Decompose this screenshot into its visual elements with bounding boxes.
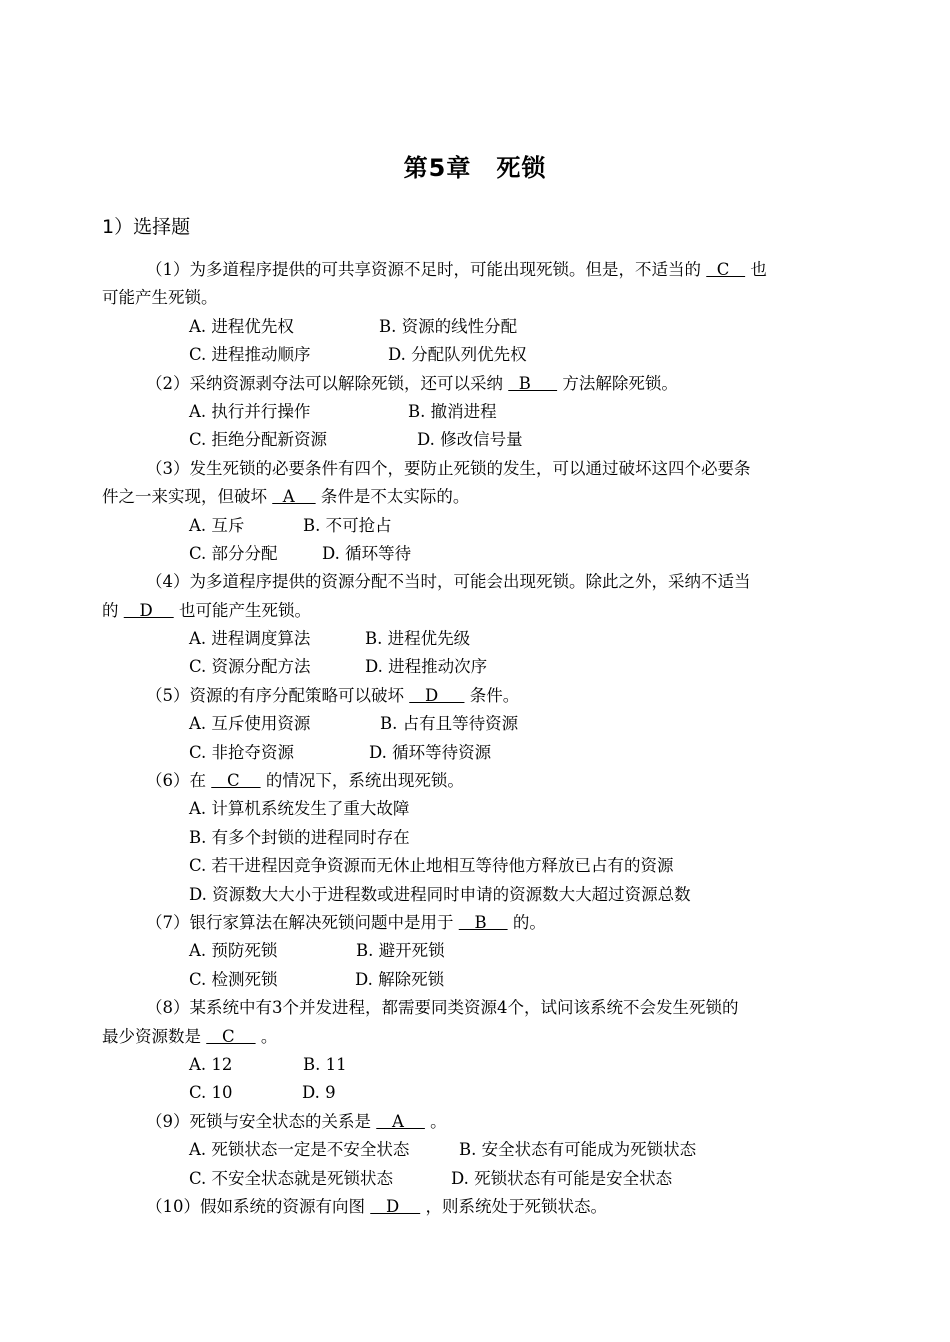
question-4-options-row1 (102, 625, 850, 653)
question-3-stem: （3）发生死锁的必要条件有四个，要防止死锁的发生，可以通过破坏这四个必要条 (146, 458, 751, 478)
question-1-stem-cont: 可能产生死锁。 (102, 288, 218, 308)
question-6-stem: （6）在 C 的情况下，系统出现死锁。 (146, 771, 464, 791)
option-c: C. 不安全状态就是死锁状态 (189, 1168, 394, 1188)
option-a: A. 互斥使用资源 (189, 714, 311, 734)
question-list (102, 256, 850, 1221)
question-8-stem: （8）某系统中有3个并发进程，都需要同类资源4个，试问该系统不会发生死锁的 (146, 998, 739, 1018)
question-2-options-row1 (102, 398, 850, 426)
option-c: C. 资源分配方法 (189, 657, 311, 677)
option-b: B. 避开死锁 (356, 941, 445, 961)
question-9-stem: （9）死锁与安全状态的关系是 A 。 (146, 1111, 447, 1131)
option-a: A. 预防死锁 (189, 941, 278, 961)
answer-blank: D (123, 600, 174, 620)
answer-blank: A (376, 1111, 425, 1131)
option-b: B. 11 (303, 1054, 347, 1074)
answer-blank: C (206, 1026, 256, 1046)
question-4-stem: （4）为多道程序提供的资源分配不当时，可能会出现死锁。除此之外，采纳不适当 (146, 572, 751, 592)
option-b: B. 不可抢占 (303, 515, 392, 535)
chapter-title: 第5章 死锁 (403, 154, 547, 182)
option-b: B. 安全状态有可能成为死锁状态 (459, 1140, 697, 1160)
question-3-options-row2 (102, 540, 850, 568)
question-1-options-row2 (102, 341, 850, 369)
option-a: A. 进程优先权 (189, 316, 294, 336)
question-9-options-row1 (102, 1136, 850, 1164)
question-7-stem: （7）银行家算法在解决死锁问题中是用于 B 的。 (146, 912, 546, 932)
question-5-options-row2 (102, 739, 850, 767)
option-a: A. 进程调度算法 (189, 629, 311, 649)
answer-blank: C (706, 260, 746, 279)
option-d: D. 进程推动次序 (365, 657, 488, 677)
question-3-stem-cont: 件之一来实现，但破坏 A 条件是不太实际的。 (102, 487, 470, 507)
question-5-stem: （5）资源的有序分配策略可以破坏 D 条件。 (146, 685, 520, 705)
option-a: A. 计算机系统发生了重大故障 (189, 799, 410, 819)
question-4-stem-cont: 的 D 也可能产生死锁。 (102, 600, 311, 620)
question-2-options-row2 (102, 426, 850, 454)
option-b: B. 撤消进程 (408, 401, 497, 421)
option-d: D. 分配队列优先权 (388, 345, 527, 365)
question-2-stem: （2）采纳资源剥夺法可以解除死锁，还可以采纳 B 方法解除死锁。 (146, 373, 678, 393)
question-8-stem-cont: 最少资源数是 C 。 (102, 1026, 278, 1046)
option-d: D. 循环等待资源 (369, 742, 492, 762)
answer-blank: A (272, 487, 316, 507)
answer-blank: B (458, 912, 508, 932)
question-4-options-row2 (102, 653, 850, 681)
answer-blank: C (211, 771, 261, 791)
option-b: B. 有多个封锁的进程同时存在 (189, 827, 410, 847)
option-c: C. 拒绝分配新资源 (189, 430, 328, 450)
question-5-options-row1 (102, 710, 850, 738)
question-1-options-row1 (102, 313, 850, 341)
answer-blank: D (409, 685, 465, 705)
option-a: A. 互斥 (189, 515, 245, 535)
option-c: C. 进程推动顺序 (189, 345, 311, 365)
answer-blank: D (370, 1196, 421, 1216)
option-a: A. 死锁状态一定是不安全状态 (189, 1140, 410, 1160)
question-3-options-row1 (102, 512, 850, 540)
option-d: D. 9 (302, 1083, 336, 1103)
option-c: C. 若干进程因竞争资源而无休止地相互等待他方释放已占有的资源 (189, 856, 674, 876)
answer-blank: B (508, 373, 558, 393)
question-7-options-row2 (102, 966, 850, 994)
option-c: C. 检测死锁 (189, 969, 278, 989)
option-d: D. 修改信号量 (417, 430, 523, 450)
question-8-options-row2 (102, 1079, 850, 1107)
option-b: B. 资源的线性分配 (379, 316, 518, 336)
section-heading: 1）选择题 (102, 216, 191, 238)
option-b: B. 进程优先级 (365, 629, 471, 649)
question-9-options-row2 (102, 1165, 850, 1193)
option-c: C. 非抢夺资源 (189, 742, 295, 762)
option-d: D. 解除死锁 (355, 969, 445, 989)
question-1-stem: （1）为多道程序提供的可共享资源不足时，可能出现死锁。但是，不适当的 C 也 (146, 260, 767, 279)
option-d: D. 资源数大大小于进程数或进程同时申请的资源数大大超过资源总数 (189, 884, 691, 904)
option-d: D. 循环等待 (322, 543, 412, 563)
option-c: C. 10 (189, 1083, 233, 1103)
option-b: B. 占有且等待资源 (380, 714, 519, 734)
question-7-options-row1 (102, 937, 850, 965)
option-a: A. 执行并行操作 (189, 401, 311, 421)
question-8-options-row1 (102, 1051, 850, 1079)
option-c: C. 部分分配 (189, 543, 278, 563)
option-d: D. 死锁状态有可能是安全状态 (451, 1168, 673, 1188)
question-10-stem: （10）假如系统的资源有向图 D ，则系统处于死锁状态。 (146, 1196, 607, 1216)
option-a: A. 12 (189, 1054, 233, 1074)
